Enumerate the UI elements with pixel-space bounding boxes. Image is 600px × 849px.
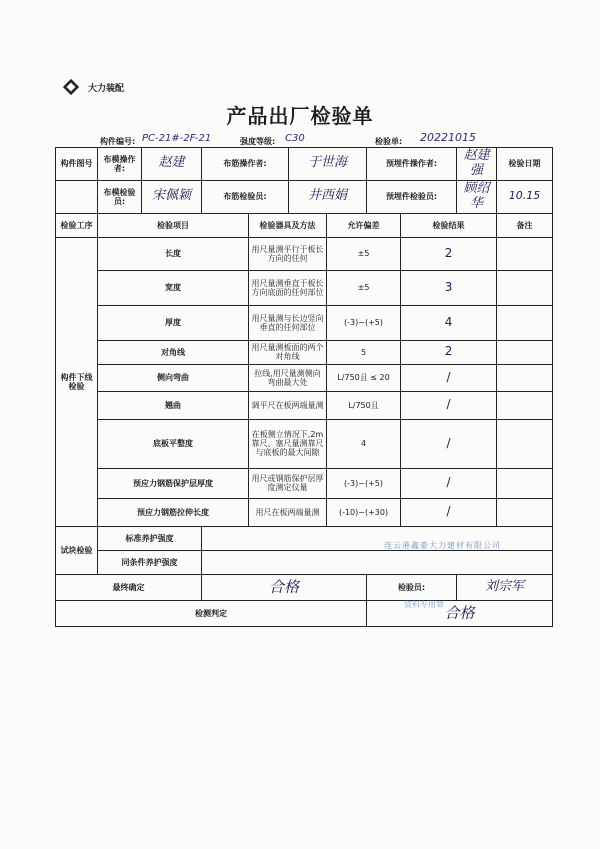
strength-label: 强度等级: <box>240 137 276 146</box>
same-curing-value <box>202 550 553 574</box>
item-result: / <box>401 419 497 468</box>
item-result: 3 <box>401 270 497 305</box>
component-no-label: 构件编号: <box>100 137 136 146</box>
item-remark <box>497 391 553 419</box>
item-remark <box>497 340 553 364</box>
item-result: 4 <box>401 305 497 340</box>
item-remark <box>497 364 553 391</box>
inspector-row <box>56 180 553 213</box>
judgement-row <box>56 600 553 626</box>
table-row <box>56 498 553 526</box>
item-name: 对角线 <box>98 340 249 364</box>
drawing-no-label: 构件图号 <box>56 148 98 181</box>
item-method: 用尺量测与长边竖向垂直的任何部位 <box>249 305 327 340</box>
item-name: 预应力钢筋拉伸长度 <box>98 498 249 526</box>
col-method: 检验器具及方法 <box>249 213 327 237</box>
table-row <box>56 364 553 391</box>
table-row <box>56 419 553 468</box>
strength-value: C30 <box>285 133 305 144</box>
item-name: 宽度 <box>98 270 249 305</box>
formwork-inspector-value: 宋佩颖 <box>142 180 202 213</box>
formwork-operator-label: 布模操作者: <box>98 148 142 181</box>
formwork-operator-value: 赵建 <box>142 148 202 181</box>
item-result: / <box>401 468 497 498</box>
section-label: 构件下线检验 <box>56 237 98 526</box>
item-remark <box>497 498 553 526</box>
item-result: / <box>401 391 497 419</box>
item-tolerance: ±5 <box>327 270 401 305</box>
brand-logo <box>62 78 124 96</box>
report-no-value: 20221015 <box>420 131 476 144</box>
judgement-label: 检测判定 <box>56 600 367 626</box>
embedded-operator-label: 预埋件操作者: <box>367 148 457 181</box>
standard-curing-label: 标准养护强度 <box>98 526 202 550</box>
item-name: 底板平整度 <box>98 419 249 468</box>
document-title: 产品出厂检验单 <box>226 104 374 128</box>
item-method: 用尺量测板面的两个对角线 <box>249 340 327 364</box>
blank-cell <box>56 180 98 213</box>
item-tolerance: ±5 <box>327 237 401 270</box>
table-row <box>56 305 553 340</box>
item-tolerance: L/750且 ≤ 20 <box>327 364 401 391</box>
table-row <box>56 237 553 270</box>
rebar-operator-value: 于世海 <box>289 148 367 181</box>
column-header-row <box>56 213 553 237</box>
material-stamp: 资料专用章 <box>404 600 444 609</box>
embedded-inspector-value: 顾绍华 <box>457 180 497 213</box>
company-stamp: 连云港鑫豪大力建材有限公司 <box>384 541 501 550</box>
inspection-table <box>55 147 553 627</box>
table-row <box>56 391 553 419</box>
item-name: 翘曲 <box>98 391 249 419</box>
item-tolerance: (-10)~(+30) <box>327 498 401 526</box>
inspector-value: 刘宗军 <box>457 574 553 600</box>
col-tolerance: 允许偏差 <box>327 213 401 237</box>
item-result: / <box>401 498 497 526</box>
table-row <box>56 340 553 364</box>
item-name: 预应力钢筋保护层厚度 <box>98 468 249 498</box>
final-row <box>56 574 553 600</box>
test-block-row <box>56 550 553 574</box>
rebar-operator-label: 布筋操作者: <box>202 148 289 181</box>
item-result: / <box>401 364 497 391</box>
item-remark <box>497 468 553 498</box>
item-tolerance: (-3)~(+5) <box>327 305 401 340</box>
same-curing-label: 同条件养护强度 <box>98 550 202 574</box>
inspection-date-value: 10.15 <box>497 180 553 213</box>
item-method: 拉线,用尺量测侧向弯曲最大处 <box>249 364 327 391</box>
item-remark <box>497 270 553 305</box>
formwork-inspector-label: 布模检验员: <box>98 180 142 213</box>
brand-name: 大力装配 <box>88 83 125 94</box>
final-value: 合格 <box>202 574 367 600</box>
item-method: 用尺在板两端量测 <box>249 498 327 526</box>
item-name: 长度 <box>98 237 249 270</box>
item-tolerance: 5 <box>327 340 401 364</box>
item-tolerance: L/750且 <box>327 391 401 419</box>
item-remark <box>497 305 553 340</box>
item-tolerance: 4 <box>327 419 401 468</box>
table-row <box>56 270 553 305</box>
item-name: 侧向弯曲 <box>98 364 249 391</box>
item-method: 在板侧立情况下,2m靠尺、塞尺量测靠尺与底板的最大间隙 <box>249 419 327 468</box>
operator-row <box>56 148 553 181</box>
embedded-operator-value: 赵建强 <box>457 148 497 181</box>
item-tolerance: (-3)~(+5) <box>327 468 401 498</box>
col-item: 检验项目 <box>98 213 249 237</box>
inspection-date-label: 检验日期 <box>497 148 553 181</box>
test-block-label: 试块检验 <box>56 526 98 574</box>
component-no-value: PC-21#-2F-21 <box>142 133 212 144</box>
item-remark <box>497 237 553 270</box>
inspector-label: 检验员: <box>367 574 457 600</box>
embedded-inspector-label: 预埋件检验员: <box>367 180 457 213</box>
item-name: 厚度 <box>98 305 249 340</box>
final-label: 最终确定 <box>56 574 202 600</box>
item-result: 2 <box>401 340 497 364</box>
brand-logo-icon <box>62 78 80 96</box>
report-no-label: 检验单: <box>375 137 403 146</box>
item-method: 调平尺在板两端量测 <box>249 391 327 419</box>
col-remark: 备注 <box>497 213 553 237</box>
item-remark <box>497 419 553 468</box>
item-method: 用尺量测垂直于板长方向底面的任何部位 <box>249 270 327 305</box>
table-row <box>56 468 553 498</box>
item-method: 用尺量测平行于板长方向的任何 <box>249 237 327 270</box>
rebar-inspector-value: 井西娟 <box>289 180 367 213</box>
rebar-inspector-label: 布筋检验员: <box>202 180 289 213</box>
item-method: 用尺或钢筋保护层厚度测定仪量 <box>249 468 327 498</box>
col-result: 检验结果 <box>401 213 497 237</box>
col-process: 检验工序 <box>56 213 98 237</box>
item-result: 2 <box>401 237 497 270</box>
judgement-value: 合格 <box>367 600 553 626</box>
